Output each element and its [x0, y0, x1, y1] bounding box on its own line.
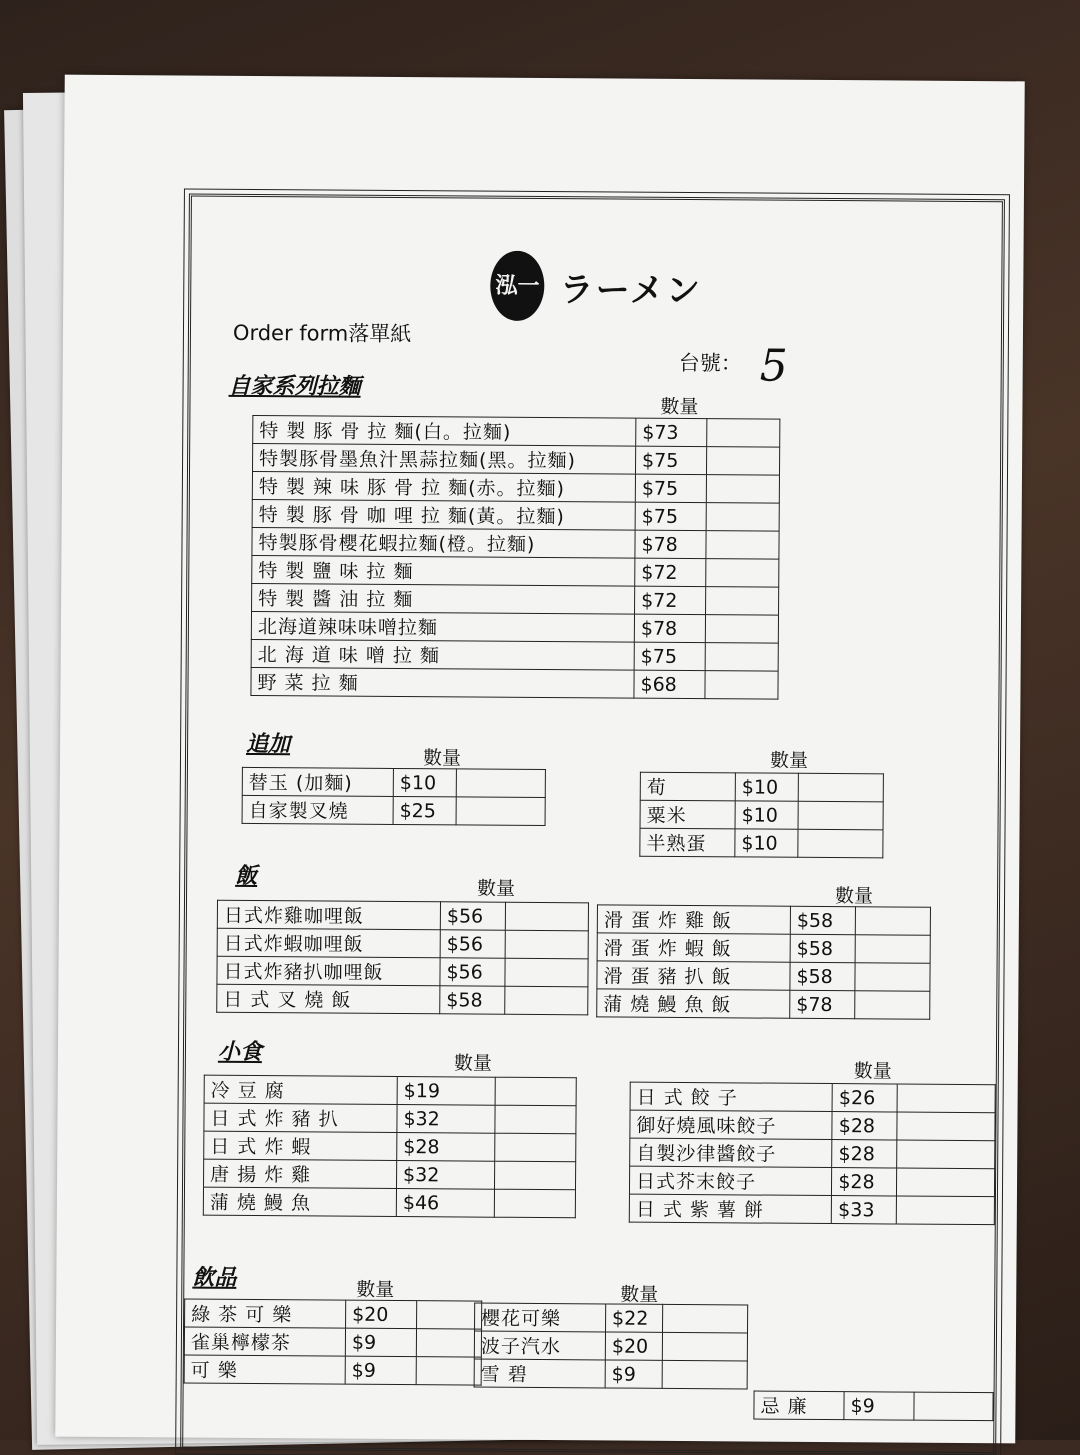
menu-item-row [253, 443, 780, 475]
menu-item-price: $58 [790, 962, 855, 990]
quantity-cell[interactable] [798, 801, 883, 830]
menu-item-name: 蒲 燒 鰻 魚 飯 [597, 989, 790, 1018]
extras-table-left [242, 767, 546, 826]
quantity-cell[interactable] [798, 829, 883, 858]
menu-item-row [597, 933, 930, 963]
quantity-cell[interactable] [456, 797, 545, 826]
quantity-cell[interactable] [706, 587, 779, 616]
menu-item-name: 冷 豆 腐 [204, 1075, 397, 1104]
qty-header: 數量 [453, 1052, 492, 1075]
menu-item-row [475, 1303, 748, 1333]
menu-item-price: $28 [397, 1133, 495, 1162]
section-title-extras: 追加 [246, 731, 291, 758]
quantity-cell[interactable] [494, 1189, 575, 1218]
menu-item-price: $22 [606, 1304, 663, 1332]
menu-item-name: 特 製 辣 味 豚 骨 拉 麵(赤。拉麵) [252, 471, 635, 502]
menu-item-row [251, 611, 778, 643]
quantity-cell[interactable] [495, 1105, 576, 1134]
menu-item-price: $19 [397, 1077, 495, 1106]
quantity-cell[interactable] [706, 503, 779, 532]
menu-item-price: $26 [832, 1084, 897, 1112]
menu-item-price: $46 [396, 1189, 494, 1218]
order-form-title: Order form落單紙 [232, 320, 412, 347]
menu-item-row [251, 639, 778, 671]
menu-item-row [252, 555, 779, 587]
menu-item-price: $72 [635, 558, 706, 586]
menu-item-name: 滑 蛋 炸 雞 飯 [597, 905, 790, 934]
quantity-cell[interactable] [897, 1140, 995, 1169]
menu-item-price: $10 [735, 801, 798, 829]
section-title-rice: 飯 [235, 863, 258, 890]
menu-item-price: $75 [634, 642, 705, 670]
quantity-cell[interactable] [897, 1112, 995, 1141]
quantity-cell[interactable] [662, 1332, 747, 1361]
menu-item-name: 日式炸豬扒咖哩飯 [217, 956, 440, 986]
quantity-cell[interactable] [505, 930, 588, 959]
menu-item-row [204, 1131, 576, 1162]
order-form-frame [180, 194, 1005, 1455]
menu-item-price: $75 [635, 474, 706, 502]
menu-item-price: $58 [440, 986, 505, 1014]
form-header [191, 249, 1001, 325]
menu-item-row [640, 772, 883, 802]
quantity-cell[interactable] [663, 1304, 748, 1333]
menu-item-name: 雀巢檸檬茶 [184, 1327, 345, 1356]
menu-item-name: 日式芥末餃子 [629, 1166, 832, 1195]
table-number-handwritten: 5 [759, 340, 788, 392]
qty-header: 數量 [477, 877, 516, 900]
drinks-table-right [753, 1391, 993, 1422]
menu-item-name: 替玉 (加麵) [242, 767, 393, 796]
menu-item-row [474, 1359, 747, 1389]
menu-item-row [252, 471, 779, 503]
menu-item-name: 櫻花可樂 [475, 1303, 606, 1332]
quantity-cell[interactable] [706, 475, 779, 504]
menu-item-row [640, 800, 883, 830]
menu-item-row [217, 984, 588, 1015]
menu-item-name: 日 式 叉 燒 飯 [217, 984, 440, 1014]
menu-item-price: $32 [396, 1161, 494, 1190]
menu-item-name: 綠 茶 可 樂 [185, 1299, 346, 1328]
table-number-field[interactable] [679, 340, 788, 392]
menu-item-name: 日 式 餃 子 [630, 1082, 833, 1111]
qty-header: 數量 [356, 1278, 395, 1301]
quantity-cell[interactable] [897, 1168, 995, 1197]
menu-item-name: 半熟蛋 [640, 828, 735, 857]
menu-item-price: $56 [440, 902, 505, 930]
quantity-cell[interactable] [662, 1360, 747, 1389]
quantity-cell[interactable] [706, 559, 779, 588]
menu-item-name: 自家製叉燒 [242, 795, 393, 824]
menu-item-name: 日 式 紫 薯 餅 [629, 1194, 832, 1223]
menu-item-price: $56 [440, 930, 505, 958]
quantity-cell[interactable] [706, 447, 779, 476]
quantity-cell[interactable] [495, 1133, 576, 1162]
snacks-table-left [203, 1075, 577, 1219]
quantity-cell[interactable] [896, 1196, 994, 1225]
menu-item-name: 北 海 道 味 噌 拉 麵 [251, 639, 634, 670]
menu-item-row [184, 1355, 481, 1385]
menu-item-row [252, 499, 779, 531]
shop-logo: 泓一 [490, 251, 544, 321]
menu-item-row [597, 961, 930, 991]
menu-item-name: 波子汽水 [474, 1331, 605, 1360]
qty-header: 數量 [834, 885, 874, 908]
quantity-cell[interactable] [494, 1161, 575, 1190]
menu-item-price: $10 [393, 768, 456, 796]
menu-item-price: $9 [345, 1328, 416, 1356]
menu-item-price: $9 [844, 1392, 914, 1420]
menu-item-row [242, 795, 545, 825]
menu-item-price: $33 [832, 1196, 897, 1224]
menu-item-row [203, 1187, 575, 1218]
menu-item-name: 特製豚骨櫻花蝦拉麵(橙。拉麵) [252, 527, 635, 558]
menu-item-row [597, 989, 930, 1019]
menu-item-row [217, 928, 588, 959]
quantity-cell[interactable] [416, 1329, 481, 1357]
menu-item-name: 特 製 鹽 味 拉 麵 [252, 555, 635, 586]
menu-item-name: 特製豚骨墨魚汁黑蒜拉麵(黑。拉麵) [253, 443, 636, 474]
menu-item-row [252, 527, 779, 559]
quantity-cell[interactable] [897, 1084, 995, 1113]
menu-item-name: 御好燒風味餃子 [630, 1110, 833, 1139]
menu-item-row [185, 1299, 482, 1329]
table-number-label: 台號： [678, 350, 742, 376]
menu-item-row [630, 1138, 995, 1169]
menu-item-row [597, 905, 930, 935]
menu-item-price: $20 [346, 1300, 417, 1328]
quantity-cell[interactable] [855, 907, 930, 936]
menu-item-price: $73 [636, 418, 707, 446]
quantity-cell[interactable] [855, 991, 930, 1020]
menu-item-price: $32 [397, 1105, 495, 1134]
menu-item-name: 北海道辣味味噌拉麵 [251, 611, 634, 642]
menu-item-row [629, 1194, 994, 1225]
menu-item-name: 特 製 醬 油 拉 麵 [252, 583, 635, 614]
menu-item-name: 日式炸蝦咖哩飯 [217, 928, 440, 958]
menu-item-price: $78 [635, 530, 706, 558]
menu-item-row [640, 828, 883, 858]
menu-item-row [217, 956, 588, 987]
menu-item-row [474, 1331, 747, 1361]
menu-item-price: $28 [832, 1112, 897, 1140]
menu-item-price: $25 [393, 796, 456, 824]
qty-header: 數量 [853, 1060, 892, 1083]
menu-item-name: 忌 廉 [754, 1391, 844, 1420]
quantity-cell[interactable] [707, 419, 780, 448]
quantity-cell[interactable] [914, 1392, 993, 1421]
quantity-cell[interactable] [855, 963, 930, 992]
menu-item-price: $78 [634, 614, 705, 642]
menu-item-row [630, 1110, 995, 1141]
menu-item-row [629, 1166, 994, 1197]
menu-item-price: $75 [635, 446, 706, 474]
qty-header: 數量 [769, 749, 809, 772]
menu-item-name: 雪 碧 [474, 1359, 605, 1388]
section-title-snacks: 小食 [217, 1039, 263, 1066]
quantity-cell[interactable] [505, 902, 588, 931]
menu-item-price: $10 [735, 829, 798, 857]
quantity-cell[interactable] [706, 531, 779, 560]
menu-item-price: $9 [605, 1360, 662, 1388]
menu-item-name: 野 菜 拉 麵 [251, 667, 634, 698]
quantity-cell[interactable] [456, 769, 545, 798]
quantity-cell[interactable] [705, 643, 778, 672]
drinks-table-left [184, 1299, 483, 1386]
menu-item-price: $20 [605, 1332, 662, 1360]
qty-header: 數量 [422, 747, 462, 770]
menu-item-price: $28 [832, 1140, 897, 1168]
extras-table-right [639, 772, 884, 859]
menu-item-price: $72 [635, 586, 706, 614]
menu-item-row [252, 583, 779, 615]
menu-item-name: 蒲 燒 鰻 魚 [203, 1187, 396, 1216]
menu-item-row [204, 1103, 576, 1134]
rice-table-left [216, 900, 589, 1016]
quantity-cell[interactable] [505, 986, 588, 1015]
menu-item-name: 日 式 炸 豬 扒 [204, 1103, 397, 1132]
menu-item-name: 日 式 炸 蝦 [204, 1131, 397, 1160]
section-title-drinks: 飲品 [192, 1265, 237, 1291]
menu-item-name: 可 樂 [184, 1355, 345, 1384]
quantity-cell[interactable] [417, 1301, 482, 1329]
menu-item-row [204, 1075, 576, 1106]
menu-item-price: $75 [635, 502, 706, 530]
order-form-sheet [55, 75, 1024, 1444]
menu-item-name: 自製沙律醬餃子 [630, 1138, 833, 1167]
menu-item-price: $58 [790, 934, 855, 962]
menu-item-name: 荀 [640, 772, 735, 801]
menu-item-row [242, 767, 545, 797]
section-title-ramen: 自家系列拉麵 [228, 373, 361, 400]
menu-item-row [251, 667, 778, 699]
menu-item-price: $56 [440, 958, 505, 986]
qty-header: 數量 [620, 1283, 659, 1306]
qty-header: 數量 [660, 395, 699, 419]
menu-item-row [630, 1082, 995, 1113]
menu-item-row [217, 900, 588, 931]
quantity-cell[interactable] [495, 1077, 576, 1106]
menu-item-row [184, 1327, 481, 1357]
menu-item-row [204, 1159, 576, 1190]
menu-item-row [754, 1391, 993, 1421]
quantity-cell[interactable] [505, 958, 588, 987]
menu-item-name: 唐 揚 炸 雞 [204, 1159, 397, 1188]
menu-item-name: 特 製 豚 骨 咖 哩 拉 麵(黃。拉麵) [252, 499, 635, 530]
menu-item-price: $10 [735, 773, 798, 801]
drinks-table-middle [474, 1303, 749, 1390]
quantity-cell[interactable] [705, 615, 778, 644]
rice-table-right [596, 904, 931, 1019]
quantity-cell[interactable] [416, 1357, 481, 1385]
menu-item-name: 粟米 [640, 800, 735, 829]
menu-item-name: 特 製 豚 骨 拉 麵(白。拉麵) [253, 415, 636, 446]
menu-item-row [253, 415, 780, 447]
menu-item-name: 滑 蛋 炸 蝦 飯 [597, 933, 790, 962]
menu-item-name: 日式炸雞咖哩飯 [217, 900, 440, 930]
snacks-table-right [629, 1082, 996, 1226]
quantity-cell[interactable] [855, 935, 930, 964]
menu-item-price: $9 [345, 1356, 416, 1384]
shop-name: ラーメン [559, 269, 703, 311]
menu-item-price: $78 [790, 990, 855, 1018]
menu-item-price: $28 [832, 1168, 897, 1196]
menu-item-name: 滑 蛋 豬 扒 飯 [597, 961, 790, 990]
quantity-cell[interactable] [705, 671, 778, 700]
ramen-table [250, 415, 780, 700]
menu-item-price: $58 [790, 906, 855, 934]
menu-item-price: $68 [634, 670, 705, 698]
quantity-cell[interactable] [798, 773, 883, 802]
